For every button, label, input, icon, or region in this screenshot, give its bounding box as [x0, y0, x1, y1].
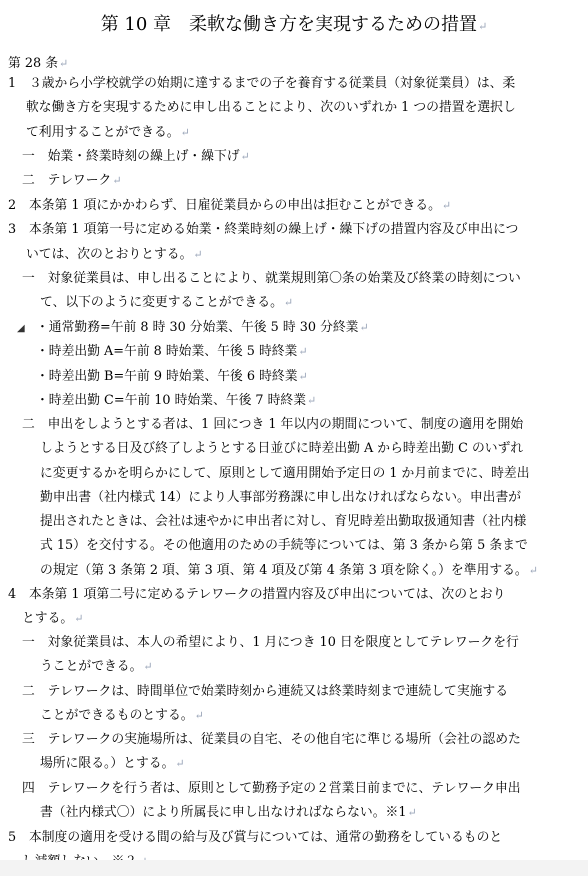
text-line: 軟な働き方を実現するために申し出ることにより、次のいずれか 1 つの措置を選択し [26, 100, 516, 116]
text-line: 一 対象従業員は、申し出ることにより、就業規則第〇条の始業及び終業の時刻につい [22, 271, 521, 286]
chapter-heading [0, 10, 588, 36]
text-line [8, 607, 505, 631]
item-3-2 [22, 413, 538, 583]
text-line: 3 本条第 1 項第一号に定める始業・終業時刻の繰上げ・繰下げの措置内容及び申出につ [8, 222, 519, 238]
text-line: 5 本制度の適用を受ける間の給与及び賞与については、通常の勤務をしているものと [8, 830, 503, 845]
list-item [22, 169, 250, 193]
text-line [8, 194, 518, 218]
paragraph-mark: ↵ [240, 150, 250, 163]
list-item-text: 二 テレワーク [22, 173, 112, 189]
paragraph-mark: ↵ [298, 369, 308, 383]
paragraph-mark: ↵ [441, 199, 452, 212]
text-line: 三 テレワークの実施場所は、従業員の自宅、その他自宅に準じる場所（会社の認めた [22, 732, 521, 748]
list-item [22, 145, 250, 169]
paragraph-mark: ↵ [175, 757, 185, 771]
text-line [22, 655, 521, 679]
text-line-content: 場所に限る。）とする。 [40, 756, 175, 772]
text-line: 4 本条第 1 項第二号に定めるテレワークの措置内容及び申出については、次のとおり [8, 587, 506, 602]
text-line [8, 243, 518, 267]
text-line [22, 704, 521, 728]
list-item [36, 316, 369, 340]
list-item-text: ・時差出勤 C=午前 10 時始業、午後 7 時終業 [36, 392, 307, 408]
paragraph-mark: ↵ [298, 345, 308, 359]
page-bottom-strip [0, 860, 588, 876]
text-line-content: いては、次のとおりとする。 [26, 246, 193, 262]
text-line-content: 2 本条第 1 項にかかわらず、日雇従業員からの申出は拒むことができる。 [8, 198, 441, 213]
paragraph-1 [8, 72, 516, 145]
paragraph-mark: ↵ [359, 321, 369, 334]
paragraph-mark: ↵ [283, 296, 294, 310]
text-line: 二 テレワークは、時間単位で始業時刻から連続又は終業時刻まで連続して実施する [22, 683, 509, 699]
text-line-content: ことができるものとする。 [40, 707, 194, 723]
text-line: 勤申出書（社内様式 14）により人事部労務課に申し出なければならない。申出書が [40, 489, 522, 505]
paragraph-2-3 [8, 194, 518, 267]
text-line: 1 ３歳から小学校就学の始期に達するまでの子を養育する従業員（対象従業員）は、柔 [8, 76, 516, 91]
text-line-content: て利用することができる。 [26, 124, 180, 140]
list-item [36, 365, 369, 389]
text-line-content: の規定（第 3 条第 2 項、第 3 項、第 4 項及び第 4 条第 3 項を除く。）を準用する。 [40, 562, 528, 578]
list-item [36, 340, 369, 364]
paragraph-mark: ↵ [478, 20, 488, 33]
paragraph-mark: ↵ [407, 806, 417, 820]
text-line: に変更するかを明らかにして、原則として適用開始予定日の 1 か月前までに、時差出 [40, 465, 530, 481]
paragraph-mark: ↵ [59, 57, 69, 70]
text-line [8, 121, 516, 145]
text-line [22, 291, 521, 315]
article-number-text: 第 28 条 [8, 56, 59, 71]
list-item [36, 389, 369, 413]
list-item-text: ・時差出勤 B=午前 9 時始業、午後 6 時終業 [36, 368, 298, 384]
text-line-content: て、以下のように変更することができる。 [40, 295, 283, 311]
paragraph-4 [8, 583, 505, 632]
paragraph-mark: ↵ [74, 612, 84, 626]
chapter-heading-text: 第 10 章 柔軟な働き方を実現するための措置 [100, 14, 478, 35]
text-line-content: とする。 [22, 611, 74, 627]
text-line [22, 559, 538, 583]
text-line: 一 対象従業員は、本人の希望により、1 月につき 10 日を限度としてテレワークを行 [22, 635, 519, 650]
paragraph-mark: ↵ [307, 393, 317, 407]
list-item-text: ・時差出勤 A=午前 8 時始業、午後 5 時終業 [36, 344, 298, 360]
list-item-text: 一 始業・終業時刻の繰上げ・繰下げ [22, 149, 240, 164]
text-line [22, 801, 521, 825]
text-line-content: 書（社内様式〇）により所属長に申し出なければならない。※1 [40, 805, 407, 821]
paragraph-mark: ↵ [112, 174, 122, 188]
text-line: 四 テレワークを行う者は、原則として勤務予定の２営業日前までに、テレワーク申出 [22, 780, 521, 796]
item-list-4 [22, 631, 521, 825]
text-line [22, 752, 521, 776]
text-line: 提出されたときは、会社は速やかに申出者に対し、育児時差出勤取扱通知書（社内様 [40, 514, 527, 530]
text-line: しようとする日及び終了しようとする日並びに時差出勤 A から時差出勤 C のいずれ [40, 441, 524, 457]
item-3-1 [22, 267, 521, 316]
text-line: 二 申出をしようとする者は、1 回につき 1 年以内の期間について、制度の適用を開始 [22, 417, 524, 432]
item-list-1 [22, 145, 250, 194]
list-item-text: ・通常勤務=午前 8 時 30 分始業、午後 5 時 30 分終業 [36, 320, 359, 335]
text-line-content: うことができる。 [40, 659, 143, 675]
collapse-triangle-icon[interactable]: ◢ [17, 323, 25, 334]
text-line: 式 15）を交付する。その他適用のための手続等については、第 3 条から第 5 条まで [40, 538, 528, 554]
paragraph-mark: ↵ [194, 708, 204, 722]
schedule-list [36, 316, 369, 413]
paragraph-mark: ↵ [180, 125, 190, 139]
paragraph-mark: ↵ [528, 563, 538, 577]
paragraph-mark: ↵ [143, 660, 153, 674]
paragraph-mark: ↵ [193, 247, 203, 261]
article-number [8, 56, 68, 72]
